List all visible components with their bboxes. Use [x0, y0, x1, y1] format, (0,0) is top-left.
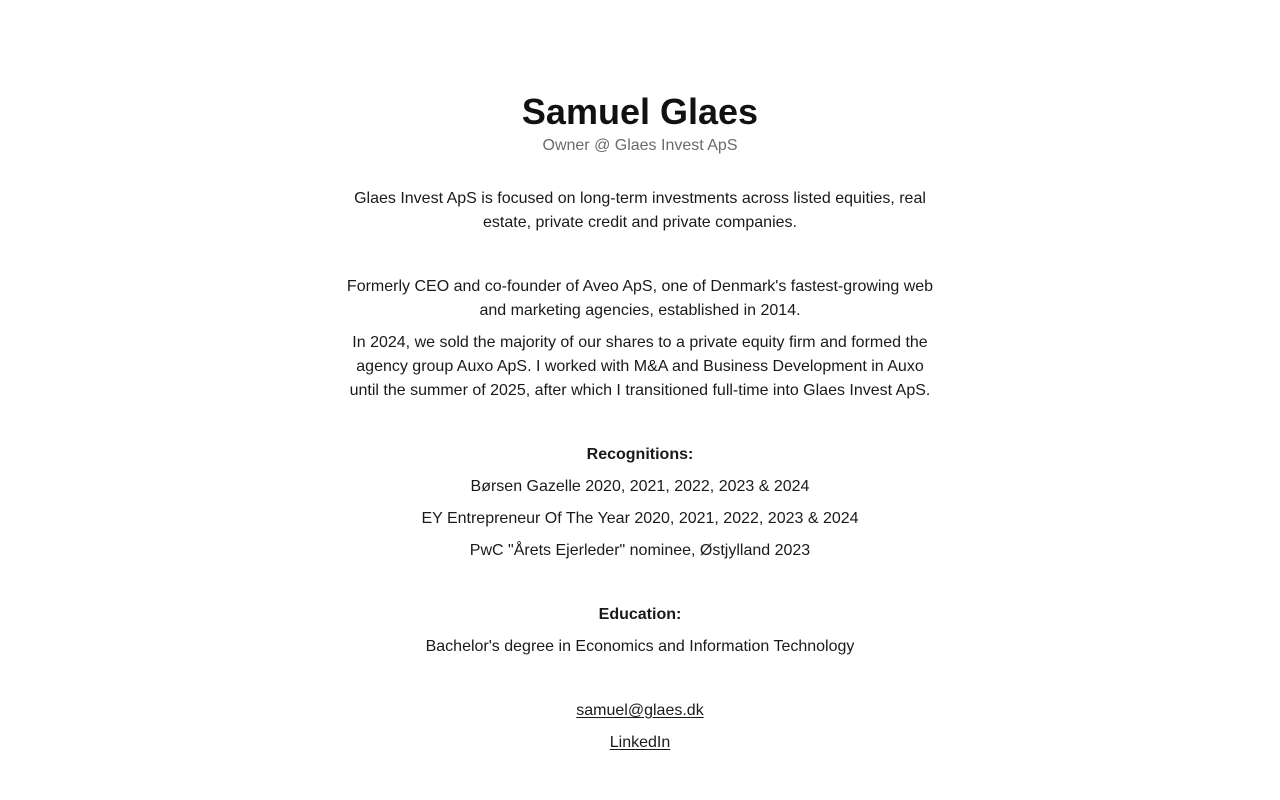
- sold-paragraph: In 2024, we sold the majority of our shares to a private equity firm and formed the agency group Auxo ApS. I worked with M&A and Business Development in Auxo until the summer of 2025, after which I transitioned full-time into Glaes Invest ApS.: [349, 334, 931, 399]
- formerly-paragraph: Formerly CEO and co-founder of Aveo ApS, one of Denmark's fastest-growing web and marketing agencies, established in 2014.: [346, 278, 934, 319]
- linkedin-row: [340, 731, 940, 755]
- email-link[interactable]: samuel@glaes.dk: [576, 702, 704, 719]
- recognition-item: EY Entrepreneur Of The Year 2020, 2021, 2022, 2023 & 2024: [421, 510, 859, 527]
- linkedin-link[interactable]: LinkedIn: [609, 734, 671, 751]
- recognition-item: PwC "Årets Ejerleder" nominee, Østjylland 2023: [469, 542, 811, 559]
- intro-paragraph: Glaes Invest ApS is focused on long-term investments across listed equities, real estate, private credit and private companies.: [354, 190, 926, 231]
- education-item: Bachelor's degree in Economics and Information Technology: [425, 638, 855, 655]
- profile-tagline: Owner @ Glaes Invest ApS: [542, 137, 738, 154]
- education-heading: Education:: [598, 606, 682, 623]
- recognitions-heading: Recognitions:: [586, 446, 694, 463]
- recognition-item: Børsen Gazelle 2020, 2021, 2022, 2023 & 2024: [470, 478, 810, 495]
- profile-name: Samuel Glaes: [521, 91, 759, 132]
- profile-content: [340, 90, 940, 755]
- email-row: [340, 699, 940, 723]
